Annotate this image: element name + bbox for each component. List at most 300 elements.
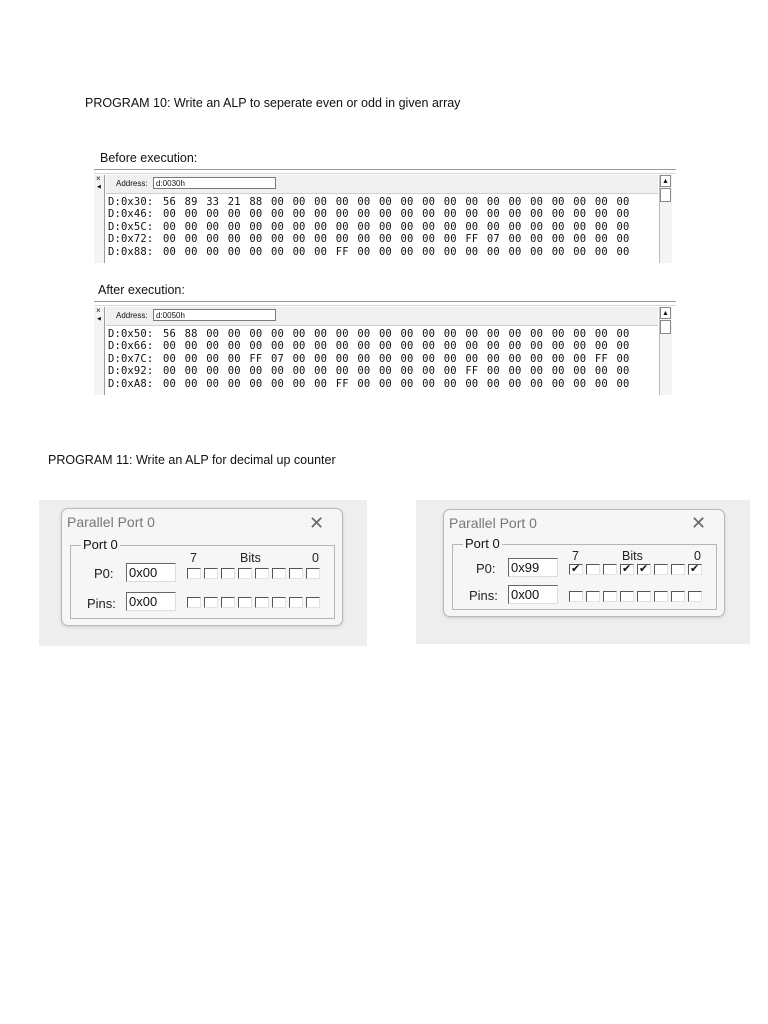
memory-byte: 00 [465,245,479,258]
vertical-scrollbar[interactable] [659,307,672,395]
memory-byte: 00 [206,233,220,246]
memory-byte: 07 [270,352,284,365]
memory-byte: 00 [292,365,306,378]
memory-byte: 00 [163,352,176,365]
memory-byte: 00 [206,245,220,258]
memory-byte: 00 [616,220,630,233]
memory-byte: 00 [486,208,500,221]
memory-byte: 00 [292,328,306,340]
bit-checkbox-0[interactable] [306,568,320,579]
memory-row-bytes [163,340,638,352]
memory-byte: 00 [270,340,284,353]
scroll-up-icon[interactable]: ▲ [660,175,671,187]
memory-byte: 00 [249,208,263,221]
memory-row-bytes [163,208,638,220]
program10-heading: PROGRAM 10: Write an ALP to seperate even or odd in given array [85,96,461,110]
memory-byte: 00 [314,377,328,390]
close-icon[interactable]: × [96,174,101,183]
memory-byte: 00 [206,208,220,221]
memory-byte: 00 [335,196,349,208]
memory-row-address: D:0x88: [108,245,154,258]
memory-byte: 00 [357,220,371,233]
p0-value-field[interactable]: 0x99 [508,558,558,577]
memory-byte: 00 [378,208,392,221]
p0-label: P0: [476,561,496,576]
memory-byte: 56 [163,328,176,340]
bit-checkbox-7[interactable] [187,597,201,608]
bit-checkbox-0[interactable] [688,591,702,602]
scroll-thumb[interactable] [660,320,671,334]
memory-rows [108,328,638,390]
memory-row [108,221,638,233]
memory-byte: FF [465,365,479,378]
pins-bit-checkboxes [569,591,705,602]
memory-row-address: D:0x72: [108,233,154,246]
memory-byte: 00 [400,377,414,390]
memory-byte: 00 [227,377,241,390]
address-input[interactable]: d:0030h [153,177,276,189]
memory-byte: 00 [184,377,198,390]
bit-checkbox-4[interactable] [620,591,634,602]
bit-checkbox-1[interactable] [671,591,685,602]
memory-byte: 00 [378,365,392,378]
memory-byte: 00 [486,340,500,353]
memory-byte: 00 [227,328,241,340]
memory-byte: 00 [184,208,198,221]
memory-byte: 00 [465,196,479,208]
memory-byte: 00 [616,328,630,340]
memory-byte: 00 [530,352,544,365]
memory-byte: 00 [400,233,414,246]
memory-byte: 00 [335,328,349,340]
memory-byte: 00 [508,340,522,353]
memory-byte: 00 [508,377,522,390]
memory-byte: 00 [270,196,284,208]
memory-byte: 00 [530,233,544,246]
memory-byte: 00 [508,352,522,365]
arrow-left-icon[interactable]: ◀ [97,184,101,190]
memory-row [108,365,638,377]
memory-byte: 00 [573,233,587,246]
memory-row [108,233,638,245]
memory-byte: 00 [443,377,457,390]
memory-byte: 00 [573,365,587,378]
window-border [94,169,676,174]
memory-byte: 00 [249,328,263,340]
memory-byte: 00 [443,233,457,246]
memory-byte: 00 [378,245,392,258]
memory-byte: FF [335,245,349,258]
memory-row-bytes [163,328,638,340]
memory-byte: 00 [400,340,414,353]
memory-byte: 00 [530,245,544,258]
bit-checkbox-2[interactable] [654,591,668,602]
memory-byte: 00 [227,245,241,258]
memory-byte: 00 [206,340,220,353]
memory-byte: 00 [249,220,263,233]
pins-label: Pins: [469,588,498,603]
after-execution-label: After execution: [98,283,185,297]
address-bar [106,307,658,326]
memory-byte: 00 [400,208,414,221]
memory-byte: 00 [378,352,392,365]
screenshot-port-before [39,500,367,646]
bit-checkbox-5[interactable] [221,597,235,608]
bit-checkbox-2[interactable] [654,564,668,575]
memory-window-after [94,301,676,395]
memory-byte: 00 [378,328,392,340]
scroll-thumb[interactable] [660,188,671,202]
memory-row [108,246,638,258]
bit-checkbox-2[interactable] [272,568,286,579]
bit-checkbox-3[interactable] [255,597,269,608]
bit-checkbox-5[interactable] [221,568,235,579]
memory-byte: 00 [530,328,544,340]
p0-value-field[interactable]: 0x00 [126,563,176,582]
memory-row-address: D:0x46: [108,208,154,221]
memory-byte: 00 [551,245,565,258]
memory-row-address: D:0x7C: [108,352,154,365]
memory-byte: 00 [422,340,436,353]
memory-byte: 00 [573,352,587,365]
memory-byte: 00 [227,220,241,233]
memory-byte: 00 [443,328,457,340]
memory-byte: 00 [508,220,522,233]
pins-value-field[interactable]: 0x00 [508,585,558,604]
close-icon[interactable]: ✕ [309,513,325,533]
bit-high-label: 7 [572,549,579,563]
memory-byte: 00 [270,377,284,390]
memory-byte: 00 [594,220,608,233]
memory-byte: 00 [594,340,608,353]
memory-byte: 00 [335,365,349,378]
address-input[interactable]: d:0050h [153,309,276,321]
memory-byte: 00 [249,233,263,246]
memory-byte: 00 [422,365,436,378]
memory-byte: 00 [465,328,479,340]
port-group-label: Port 0 [83,537,118,552]
memory-byte: 00 [227,208,241,221]
memory-byte: 00 [573,245,587,258]
memory-byte: 00 [206,220,220,233]
memory-byte: 00 [270,220,284,233]
bit-checkbox-1[interactable] [671,564,685,575]
memory-byte: 00 [486,196,500,208]
memory-row-address: D:0x92: [108,365,154,378]
screenshot-port-after [416,500,750,644]
dialog-title: Parallel Port 0 [67,514,155,530]
memory-byte: 00 [573,340,587,353]
memory-byte: 00 [249,245,263,258]
address-bar [106,175,658,194]
bit-checkbox-7[interactable] [187,568,201,579]
memory-byte: 00 [486,245,500,258]
memory-byte: 00 [314,220,328,233]
memory-byte: 00 [270,208,284,221]
memory-byte: 00 [314,328,328,340]
memory-byte: 00 [292,196,306,208]
memory-byte: 00 [616,340,630,353]
bit-checkbox-2[interactable] [272,597,286,608]
port-group [452,536,717,610]
memory-byte: FF [335,377,349,390]
memory-byte: 00 [422,352,436,365]
bit-checkbox-5[interactable] [603,591,617,602]
memory-byte: 00 [551,328,565,340]
memory-byte: 00 [206,352,220,365]
memory-row-address: D:0x50: [108,328,154,340]
memory-byte: 00 [573,328,587,340]
memory-byte: 00 [616,245,630,258]
memory-row [108,196,638,208]
memory-byte: 00 [508,245,522,258]
memory-byte: 00 [422,208,436,221]
bit-low-label: 0 [312,551,319,565]
memory-row-address: D:0x30: [108,196,154,208]
memory-byte: 88 [184,328,198,340]
memory-byte: 00 [378,220,392,233]
memory-byte: 00 [465,208,479,221]
memory-rows [108,196,638,258]
vertical-scrollbar[interactable] [659,175,672,263]
memory-byte: 89 [184,196,198,208]
memory-byte: 00 [551,233,565,246]
parallel-port-dialog [443,509,725,617]
bit-checkbox-4[interactable] [238,568,252,579]
program11-heading: PROGRAM 11: Write an ALP for decimal up counter [48,453,336,467]
scroll-up-icon[interactable]: ▲ [660,307,671,319]
memory-byte: 00 [508,196,522,208]
memory-byte: 00 [270,233,284,246]
memory-byte: 00 [335,340,349,353]
memory-byte: 00 [530,196,544,208]
p0-bit-checkboxes [187,568,323,579]
memory-byte: 00 [508,365,522,378]
bit-checkbox-0[interactable] [688,564,702,575]
memory-byte: 00 [163,220,176,233]
memory-byte: 56 [163,196,176,208]
memory-byte: 00 [357,377,371,390]
bit-checkbox-3[interactable] [637,591,651,602]
memory-byte: 00 [573,208,587,221]
memory-byte: FF [594,352,608,365]
memory-byte: 00 [400,245,414,258]
memory-byte: 00 [422,233,436,246]
memory-byte: 00 [163,233,176,246]
memory-byte: 00 [443,220,457,233]
memory-byte: 00 [292,352,306,365]
memory-byte: 00 [378,377,392,390]
bit-checkbox-1[interactable] [289,568,303,579]
memory-byte: FF [249,352,263,365]
memory-row-bytes [163,246,638,258]
memory-byte: 00 [314,245,328,258]
bit-checkbox-3[interactable] [255,568,269,579]
memory-byte: 00 [594,328,608,340]
bit-checkbox-6[interactable] [204,568,218,579]
memory-byte: 00 [594,377,608,390]
memory-row [108,378,638,390]
memory-byte: 00 [357,196,371,208]
memory-byte: 00 [357,208,371,221]
memory-byte: 00 [530,340,544,353]
bit-checkbox-4[interactable] [620,564,634,575]
memory-byte: 00 [357,245,371,258]
memory-byte: 00 [422,245,436,258]
memory-row-bytes [163,196,638,208]
memory-byte: 00 [422,377,436,390]
p0-label: P0: [94,566,114,581]
memory-byte: 00 [292,340,306,353]
memory-byte: 00 [314,208,328,221]
memory-byte: 00 [206,377,220,390]
port-group [70,537,335,619]
memory-byte: 00 [465,352,479,365]
memory-byte: 00 [551,340,565,353]
address-label: Address: [116,179,148,188]
memory-byte: 00 [594,233,608,246]
memory-byte: 00 [551,220,565,233]
bit-checkbox-4[interactable] [238,597,252,608]
bit-checkbox-7[interactable] [569,564,583,575]
memory-row-address: D:0x5C: [108,220,154,233]
memory-row-bytes [163,378,638,390]
bit-checkbox-1[interactable] [289,597,303,608]
memory-byte: 00 [270,328,284,340]
memory-byte: 00 [551,352,565,365]
memory-byte: 00 [184,233,198,246]
memory-window-before [94,169,676,263]
memory-byte: 00 [249,340,263,353]
memory-byte: 00 [486,377,500,390]
memory-byte: 00 [163,208,176,221]
memory-byte: 00 [530,365,544,378]
memory-byte: 00 [163,377,176,390]
memory-byte: 00 [378,340,392,353]
memory-byte: 00 [486,365,500,378]
memory-byte: 00 [400,352,414,365]
memory-byte: 00 [378,233,392,246]
memory-byte: 00 [270,245,284,258]
memory-byte: 00 [335,352,349,365]
memory-byte: 00 [616,196,630,208]
memory-row-bytes [163,353,638,365]
memory-byte: 00 [422,220,436,233]
memory-byte: 00 [400,220,414,233]
port-group-label: Port 0 [465,536,500,551]
bits-label: Bits [622,549,643,563]
memory-byte: 00 [486,328,500,340]
bit-checkbox-6[interactable] [204,597,218,608]
memory-byte: 00 [184,220,198,233]
memory-byte: 00 [292,220,306,233]
memory-byte: 88 [249,196,263,208]
memory-byte: 21 [227,196,241,208]
memory-byte: 00 [357,340,371,353]
memory-row-address: D:0xA8: [108,377,154,390]
memory-byte: 00 [249,377,263,390]
pins-bit-checkboxes [187,597,323,608]
memory-row [108,340,638,352]
memory-byte: 00 [443,208,457,221]
memory-byte: 00 [465,377,479,390]
memory-byte: 00 [616,233,630,246]
memory-row [108,208,638,220]
bit-checkbox-3[interactable] [637,564,651,575]
window-border [94,301,676,306]
memory-byte: 00 [573,377,587,390]
memory-byte: 00 [314,233,328,246]
memory-byte: 00 [163,245,176,258]
memory-byte: 07 [486,233,500,246]
close-icon[interactable]: × [96,306,101,315]
bit-low-label: 0 [694,549,701,563]
memory-byte: 00 [594,208,608,221]
parallel-port-dialog [61,508,343,626]
memory-byte: 00 [400,196,414,208]
memory-byte: 00 [616,365,630,378]
memory-byte: 00 [357,365,371,378]
memory-byte: 00 [206,328,220,340]
memory-byte: 00 [508,328,522,340]
memory-row-bytes [163,365,638,377]
memory-byte: 00 [357,352,371,365]
memory-byte: 00 [292,245,306,258]
memory-byte: 00 [486,352,500,365]
memory-byte: 00 [551,365,565,378]
memory-byte: 00 [227,352,241,365]
before-execution-label: Before execution: [100,151,198,165]
arrow-left-icon[interactable]: ◀ [97,316,101,322]
memory-row-bytes [163,233,638,245]
memory-byte: FF [465,233,479,246]
close-icon[interactable]: ✕ [691,513,707,533]
memory-byte: 00 [422,196,436,208]
memory-byte: 00 [314,365,328,378]
memory-byte: 00 [227,365,241,378]
memory-byte: 00 [314,196,328,208]
memory-byte: 00 [616,377,630,390]
memory-byte: 00 [292,377,306,390]
bit-checkbox-0[interactable] [306,597,320,608]
memory-byte: 00 [443,365,457,378]
bit-high-label: 7 [190,551,197,565]
memory-byte: 00 [335,220,349,233]
memory-byte: 00 [551,377,565,390]
memory-byte: 00 [400,328,414,340]
memory-byte: 00 [270,365,284,378]
memory-byte: 00 [616,208,630,221]
pins-value-field[interactable]: 0x00 [126,592,176,611]
window-gutter [94,175,105,263]
memory-byte: 00 [292,233,306,246]
bit-checkbox-6[interactable] [586,564,600,575]
bit-checkbox-7[interactable] [569,591,583,602]
memory-byte: 00 [508,233,522,246]
window-gutter [94,307,105,395]
memory-byte: 00 [551,208,565,221]
memory-byte: 00 [357,233,371,246]
memory-row [108,328,638,340]
memory-byte: 00 [486,220,500,233]
memory-byte: 00 [594,365,608,378]
bit-checkbox-6[interactable] [586,591,600,602]
memory-byte: 00 [443,245,457,258]
memory-byte: 00 [594,245,608,258]
bit-checkbox-5[interactable] [603,564,617,575]
memory-byte: 00 [508,208,522,221]
memory-byte: 00 [206,365,220,378]
